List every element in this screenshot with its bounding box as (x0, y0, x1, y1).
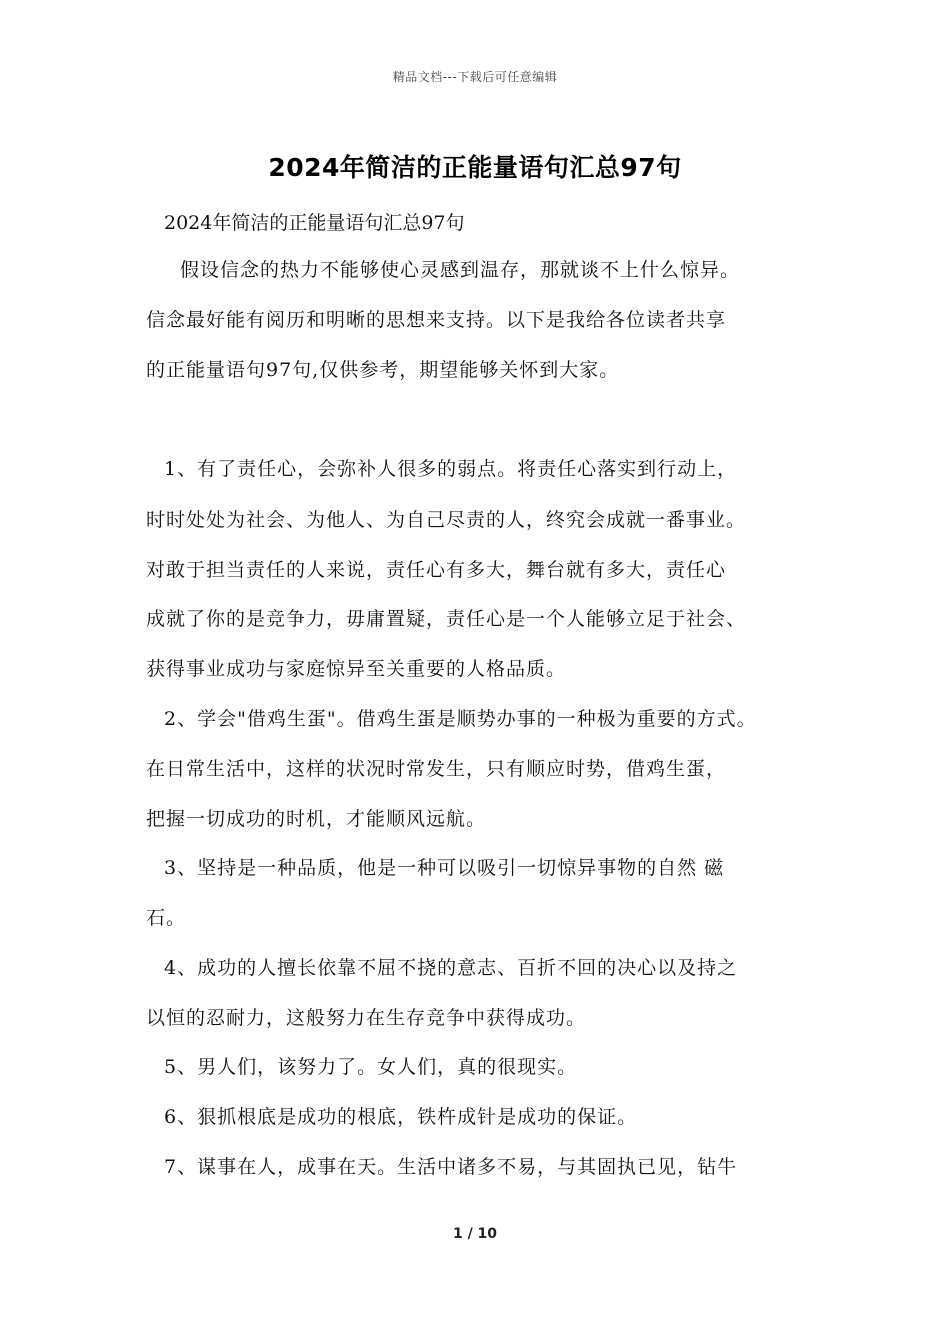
document-subtitle: 2024年简洁的正能量语句汇总97句 (164, 212, 465, 234)
item-2-line-3: 把握一切成功的时机，才能顺风远航。 (146, 808, 487, 830)
item-6-line-1: 6、狠抓根底是成功的根底，铁杵成针是成功的保证。 (164, 1106, 638, 1128)
intro-line-2: 信念最好能有阅历和明晰的思想来支持。以下是我给各位读者共享 (146, 309, 727, 331)
page-header: 精品文档---下载后可任意编辑 (392, 70, 558, 84)
item-2-line-2: 在日常生活中，这样的状况时常发生，只有顺应时势，借鸡生蛋， (146, 758, 727, 780)
item-1-line-5: 获得事业成功与家庭惊异至关重要的人格品质。 (146, 658, 567, 680)
item-5-line-1: 5、男人们，该努力了。女人们，真的很现实。 (164, 1056, 578, 1078)
item-2-line-1: 2、学会"借鸡生蛋"。借鸡生蛋是顺势办事的一种极为重要的方式。 (164, 708, 757, 730)
page-number: 1 / 10 (452, 1226, 498, 1242)
item-3-line-1: 3、坚持是一种品质，他是一种可以吸引一切惊异事物的自然 磁 (164, 857, 725, 879)
item-7-line-1: 7、谋事在人，成事在天。生活中诸多不易，与其固执已见，钻牛 (164, 1156, 738, 1178)
item-4-line-2: 以恒的忍耐力，这般努力在生存竞争中获得成功。 (146, 1007, 587, 1029)
item-1-line-2: 时时处处为社会、为他人、为自己尽责的人，终究会成就一番事业。 (146, 509, 747, 531)
item-4-line-1: 4、成功的人擅长依靠不屈不挠的意志、百折不回的决心以及持之 (164, 957, 738, 979)
item-1-line-3: 对敢于担当责任的人来说，责任心有多大，舞台就有多大，责任心 (146, 559, 727, 581)
intro-line-1: 假设信念的热力不能够使心灵感到温存，那就谈不上什么惊异。 (180, 259, 741, 281)
item-3-line-2: 石。 (146, 907, 187, 929)
item-1-line-1: 1、有了责任心，会弥补人很多的弱点。将责任心落实到行动上， (164, 458, 738, 480)
item-1-line-4: 成就了你的是竞争力，毋庸置疑，责任心是一个人能够立足于社会、 (146, 608, 747, 630)
intro-line-3: 的正能量语句97句,仅供参考，期望能够关怀到大家。 (146, 359, 620, 381)
document-title: 2024年简洁的正能量语句汇总97句 (268, 153, 682, 182)
